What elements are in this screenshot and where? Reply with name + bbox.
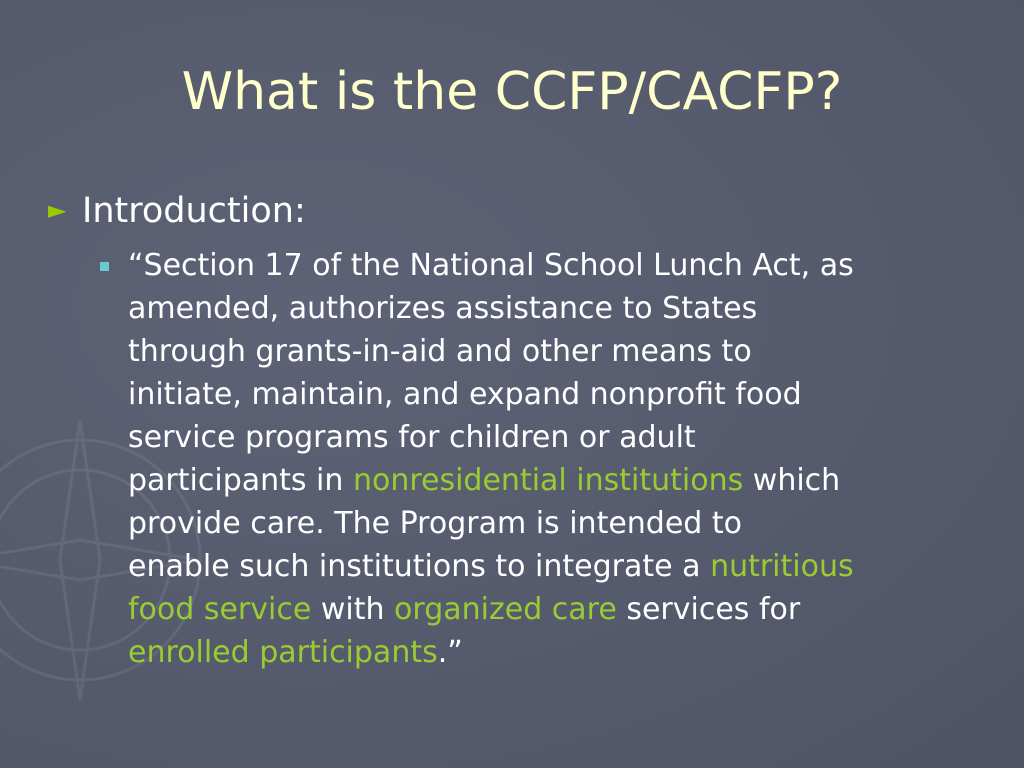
slide-title: What is the CCFP/CACFP? — [181, 62, 843, 122]
highlight-food-service: food service — [128, 592, 312, 627]
quote-line: amended, authorizes assistance to States — [128, 291, 758, 326]
highlight-enrolled-participants: enrolled participants — [128, 635, 438, 670]
quote-line — [128, 545, 998, 588]
quote-line — [128, 459, 998, 502]
quote-line: through grants-in-aid and other means to — [128, 334, 752, 369]
highlight-nutritious: nutritious — [710, 549, 854, 584]
highlight-organized-care: organized care — [394, 592, 617, 627]
square-bullet-icon — [100, 262, 109, 271]
level1-bullet-item — [48, 184, 306, 237]
quote-line: “Section 17 of the National School Lunch Act, as — [128, 248, 854, 283]
arrow-bullet-icon: ► — [48, 196, 67, 224]
quote-line: provide care. The Program is intended to — [128, 506, 743, 541]
quote-line — [128, 631, 998, 674]
quote-text-segment: .” — [437, 635, 463, 670]
quote-text-segment: services for — [616, 592, 801, 627]
quote-text — [128, 244, 998, 674]
introduction-label: Introduction: — [82, 191, 306, 231]
highlight-nonresidential-institutions: nonresidential institutions — [352, 463, 744, 498]
quote-text-segment: with — [311, 592, 395, 627]
quote-text-segment: participants in — [128, 463, 353, 498]
quote-text-segment: enable such institutions to integrate a — [128, 549, 711, 584]
quote-line: initiate, maintain, and expand nonprofit food — [128, 377, 802, 412]
quote-line: service programs for children or adult — [128, 420, 696, 455]
quote-line — [128, 588, 998, 631]
quote-text-segment: which — [743, 463, 841, 498]
